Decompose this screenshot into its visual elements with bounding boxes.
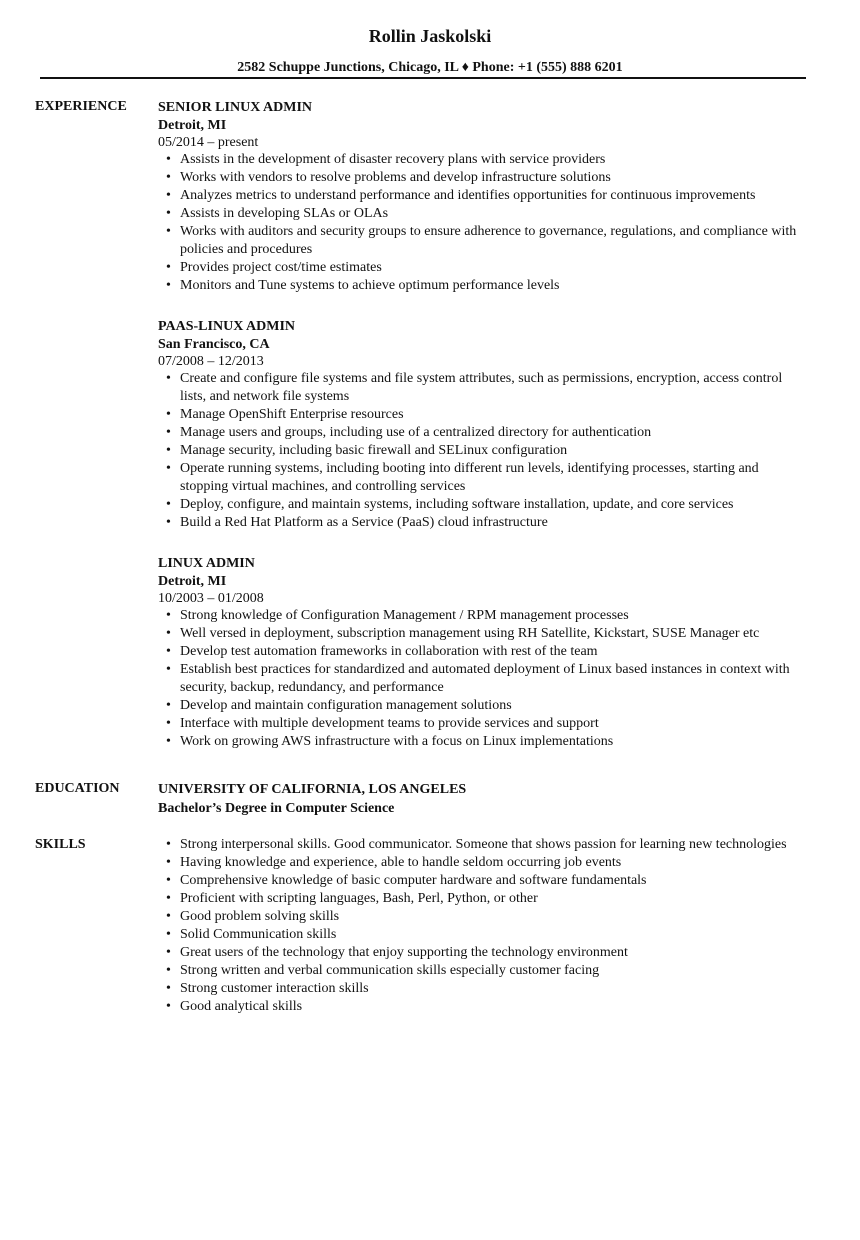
- skills-body: [158, 836, 808, 1016]
- skills-list: [158, 836, 808, 1016]
- job-dates: 10/2003 – 01/2008: [158, 591, 264, 606]
- skill-item: • Strong written and verbal communication skills especially customer facing: [180, 962, 808, 980]
- job-location: Detroit, MI: [158, 574, 227, 589]
- job-bullet: • Analyzes metrics to understand performance and identifies opportunities for continuous improvements: [180, 187, 808, 205]
- degree: Bachelor’s Degree in Computer Science: [158, 801, 395, 816]
- job-bullet: • Works with vendors to resolve problems and develop infrastructure solutions: [180, 169, 808, 187]
- skill-item: • Good problem solving skills: [180, 908, 808, 926]
- job-bullet: • Establish best practices for standardized and automated deployment of Linux based instances in context with security, backup, redundancy, and performance: [180, 661, 808, 697]
- job-entry: [158, 98, 808, 295]
- education-body: [158, 780, 808, 818]
- skill-item: • Having knowledge and experience, able to handle seldom occurring job events: [180, 854, 808, 872]
- job-bullet: • Develop test automation frameworks in collaboration with rest of the team: [180, 643, 808, 661]
- job-bullet: • Create and configure file systems and file system attributes, such as permissions, encryption, access control lists, and network file systems: [180, 370, 808, 406]
- resume-name: Rollin Jaskolski: [368, 26, 492, 46]
- job-bullet: • Manage OpenShift Enterprise resources: [180, 406, 808, 424]
- header-divider: [40, 77, 806, 79]
- skill-item: • Good analytical skills: [180, 998, 808, 1016]
- job-bullet: • Build a Red Hat Platform as a Service (PaaS) cloud infrastructure: [180, 514, 808, 532]
- job-bullets: [158, 607, 808, 751]
- job-bullet: • Deploy, configure, and maintain systems, including software installation, update, and core services: [180, 496, 808, 514]
- job-bullet: • Interface with multiple development teams to provide services and support: [180, 715, 808, 733]
- job-bullet: • Work on growing AWS infrastructure with a focus on Linux implementations: [180, 733, 808, 751]
- job-bullet: • Strong knowledge of Configuration Management / RPM management processes: [180, 607, 808, 625]
- job-bullets: [158, 151, 808, 295]
- skill-item: • Proficient with scripting languages, Bash, Perl, Python, or other: [180, 890, 808, 908]
- education-label: EDUCATION: [35, 781, 120, 796]
- job-dates: 05/2014 – present: [158, 135, 259, 150]
- job-bullet: • Assists in the development of disaster recovery plans with service providers: [180, 151, 808, 169]
- job-bullet: • Works with auditors and security groups to ensure adherence to governance, regulations, and compliance with policies and procedures: [180, 223, 808, 259]
- skill-item: • Solid Communication skills: [180, 926, 808, 944]
- job-location: San Francisco, CA: [158, 337, 270, 352]
- skill-item: • Strong interpersonal skills. Good communicator. Someone that shows passion for learning new technologies: [180, 836, 808, 854]
- job-bullet: • Manage users and groups, including use of a centralized directory for authentication: [180, 424, 808, 442]
- job-bullet: • Provides project cost/time estimates: [180, 259, 808, 277]
- job-bullet: • Develop and maintain configuration management solutions: [180, 697, 808, 715]
- job-location: Detroit, MI: [158, 118, 227, 133]
- experience-label: EXPERIENCE: [35, 99, 127, 114]
- job-title: SENIOR LINUX ADMIN: [158, 100, 313, 115]
- job-bullet: • Well versed in deployment, subscription management using RH Satellite, Kickstart, SUSE Manager etc: [180, 625, 808, 643]
- job-entry: [158, 317, 808, 532]
- job-bullet: • Assists in developing SLAs or OLAs: [180, 205, 808, 223]
- skill-item: • Strong customer interaction skills: [180, 980, 808, 998]
- skills-label: SKILLS: [35, 837, 86, 852]
- job-bullets: [158, 370, 808, 532]
- skill-item: • Comprehensive knowledge of basic computer hardware and software fundamentals: [180, 872, 808, 890]
- job-bullet: • Manage security, including basic firewall and SELinux configuration: [180, 442, 808, 460]
- contact-line: 2582 Schuppe Junctions, Chicago, IL ♦ Phone: +1 (555) 888 6201: [237, 60, 623, 75]
- job-entry: [158, 554, 808, 751]
- school-name: UNIVERSITY OF CALIFORNIA, LOS ANGELES: [158, 782, 467, 797]
- job-bullet: • Operate running systems, including booting into different run levels, identifying processes, starting and stopping virtual machines, and controlling services: [180, 460, 808, 496]
- job-title: PAAS-LINUX ADMIN: [158, 319, 296, 334]
- job-dates: 07/2008 – 12/2013: [158, 354, 264, 369]
- skill-item: • Great users of the technology that enjoy supporting the technology environment: [180, 944, 808, 962]
- experience-body: [158, 98, 808, 767]
- job-title: LINUX ADMIN: [158, 556, 255, 571]
- job-bullet: • Monitors and Tune systems to achieve optimum performance levels: [180, 277, 808, 295]
